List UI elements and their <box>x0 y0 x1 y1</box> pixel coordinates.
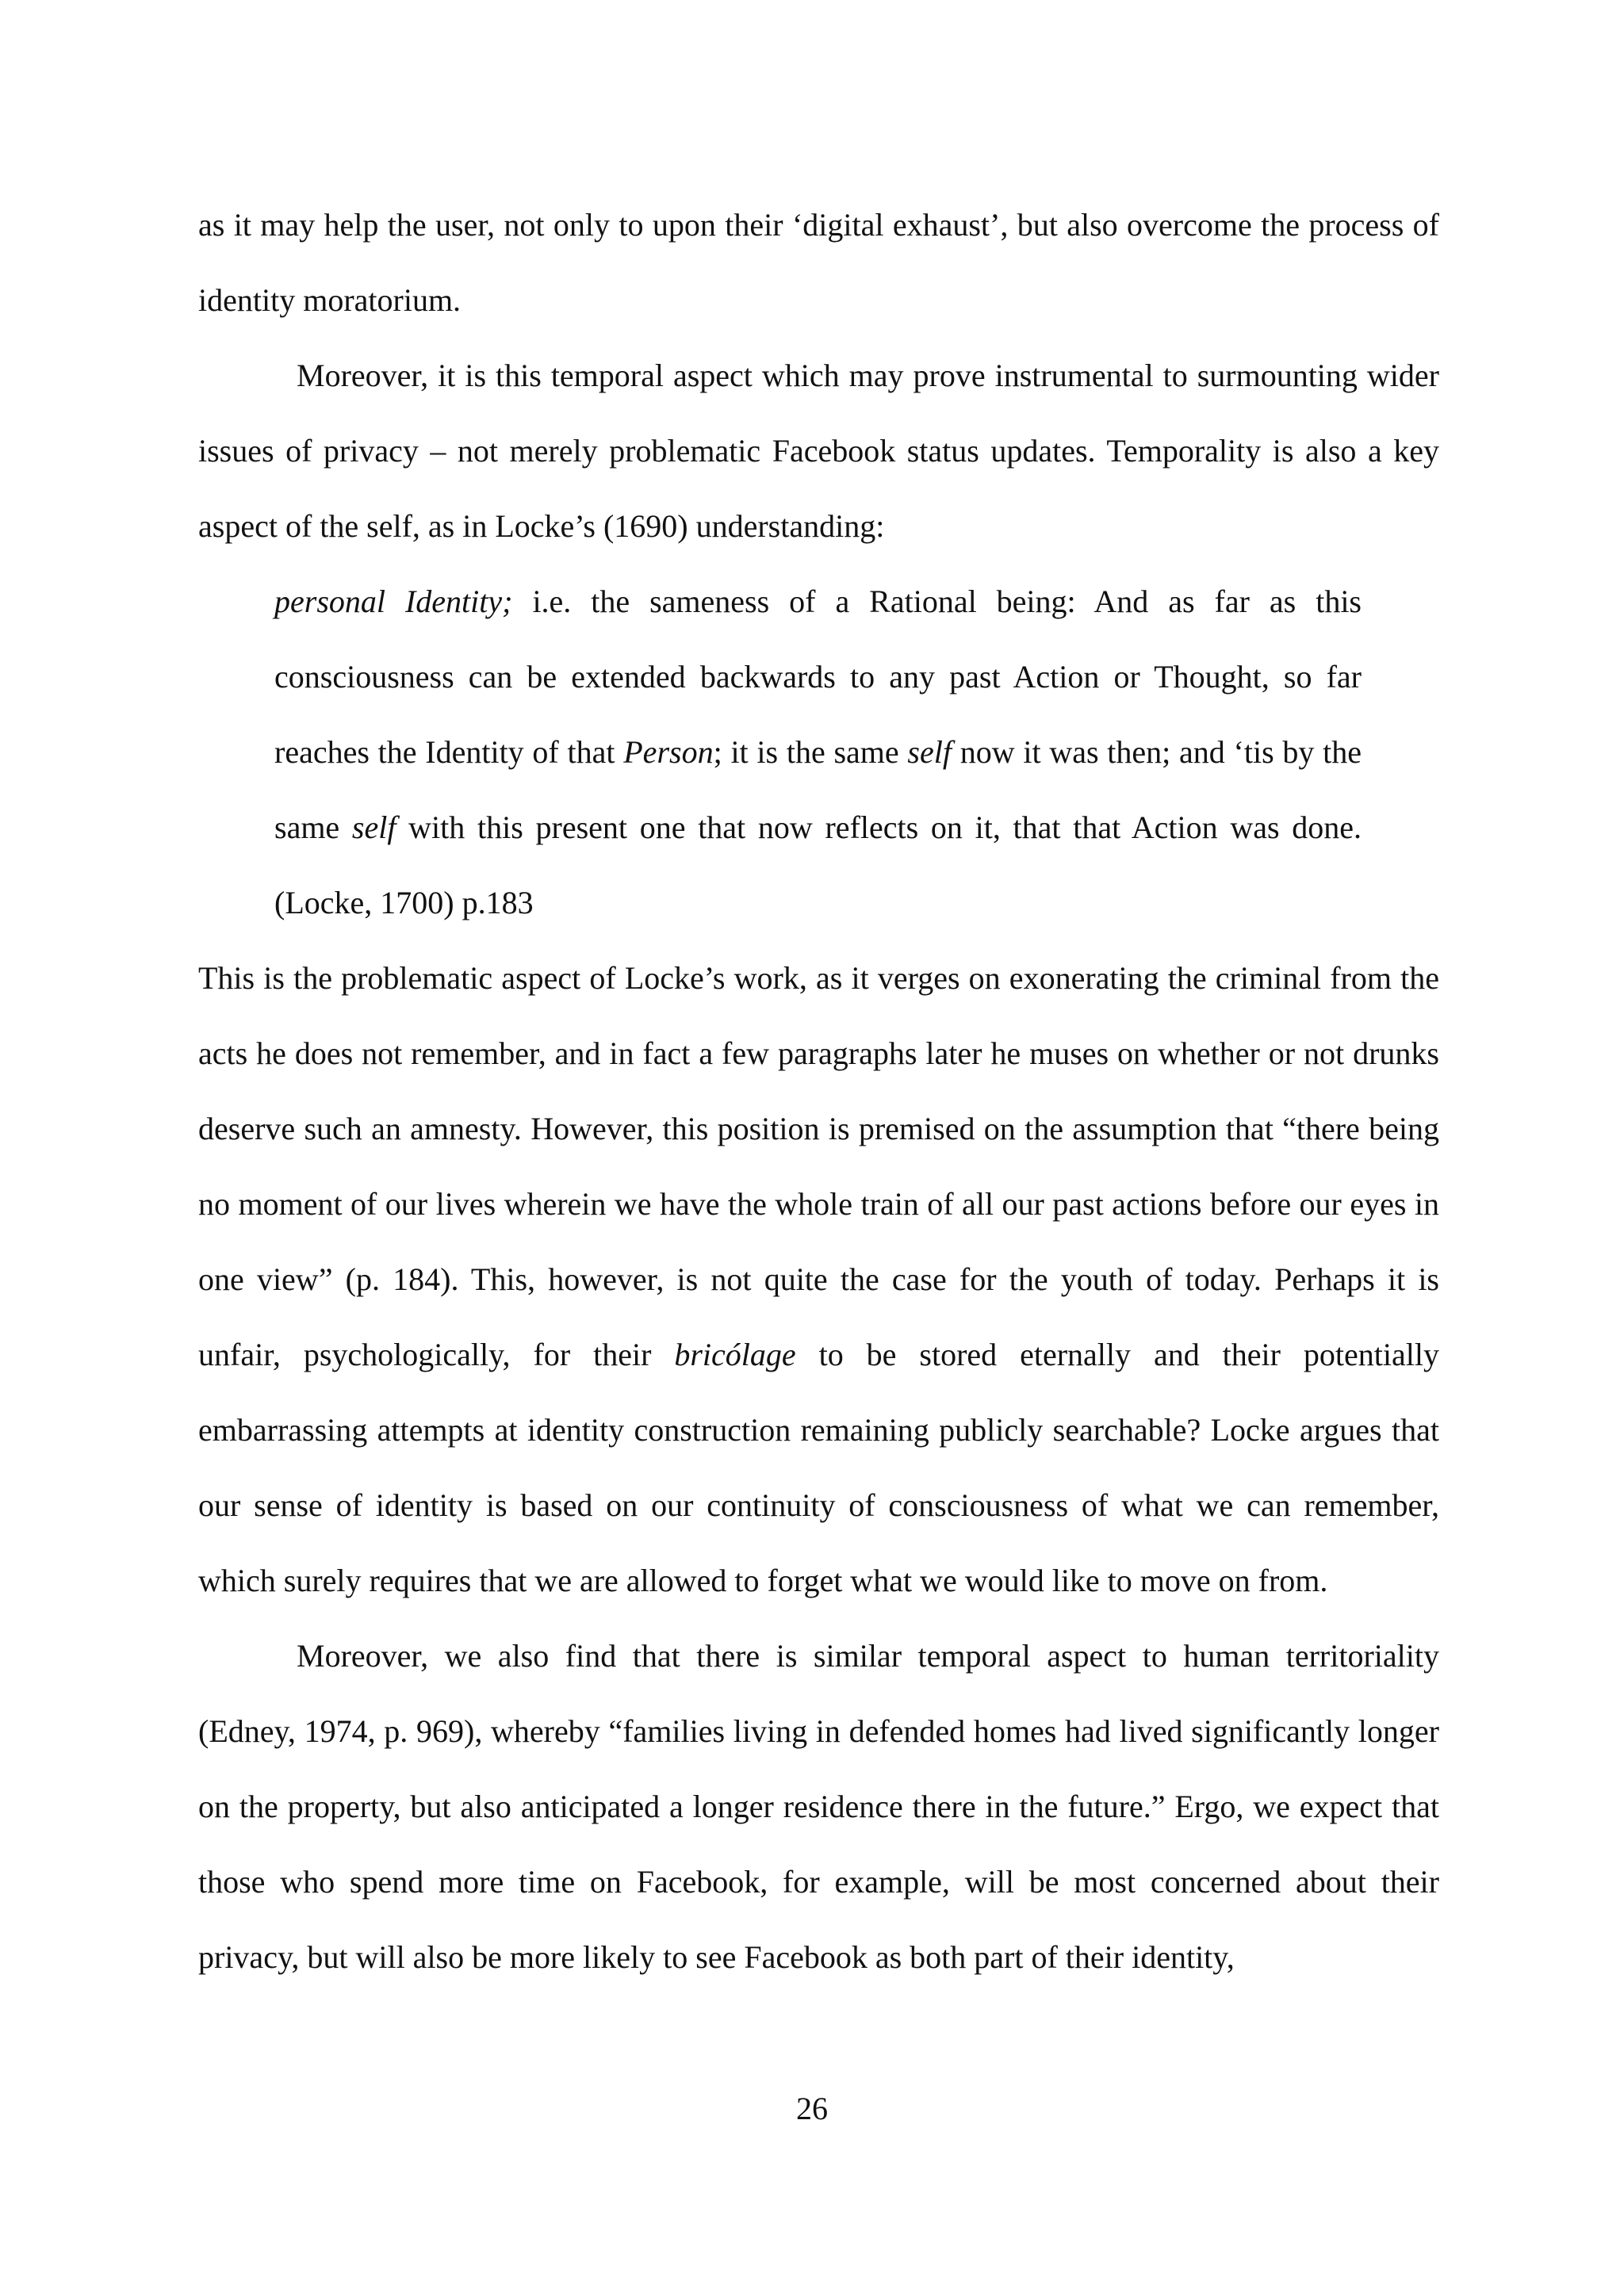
paragraph-temporal-aspect: Moreover, it is this temporal aspect which may prove instrumental to surmounting wider issues of privacy – not merely problematic Facebook status updates. Temporality is also a key aspect of the self, as in Locke’s (1690) understanding: <box>198 358 1439 544</box>
page-number: 26 <box>796 2091 828 2126</box>
paragraph-text: to be stored eternally and their potentially embarrassing attempts at identity construction remaining publicly searchable? Locke argues that our sense of identity is based on our continuity of consciousness of what we can remember, which surely requires that we are allowed to forget what we would like to move on from. <box>198 1337 1439 1598</box>
body-text <box>198 187 1439 1995</box>
quote-italic-person: Person <box>623 734 714 770</box>
paragraph-text: This is the problematic aspect of Locke’s work, as it verges on exonerating the criminal from the acts he does not remember, and in fact a few paragraphs later he muses on whether or not drunks deserve such an amnesty. However, this position is premised on the assumption that “there being no moment of our lives wherein we have the whole train of all our past actions before our eyes in one view” (p. 184). This, however, is not quite the case for the youth of today. Perhaps it is unfair, psychologically, for their <box>198 960 1439 1372</box>
quote-text: with this present one that now reflects on it, that that Action was done. (Locke, 1700) p.183 <box>274 809 1362 920</box>
paragraph-continuation: as it may help the user, not only to upon their ‘digital exhaust’, but also overcome the process of identity moratorium. <box>198 207 1439 318</box>
quote-text: ; it is the same <box>713 734 908 770</box>
quote-italic-self: self <box>907 734 952 770</box>
paragraph-locke-problem <box>198 940 1439 1618</box>
paragraph-territoriality: Moreover, we also find that there is similar temporal aspect to human territoriality (Edney, 1974, p. 969), whereby “families living in defended homes had lived significantly longer on the property, but also anticipated a longer residence there in the future.” Ergo, we expect that those who spend more time on Facebook, for example, will be most concerned about their privacy, but will also be more likely to see Facebook as both part of their identity, <box>198 1638 1439 1975</box>
block-quote-locke <box>274 564 1362 940</box>
italic-bricolage: bricólage <box>674 1337 796 1372</box>
quote-text: i.e. the sameness of a Rational being: And as far as this consciousness can be extended backwards to any past Action or Thought, so far reaches the Identity of that <box>274 584 1362 770</box>
quote-italic-personal-identity: personal Identity; <box>274 584 513 619</box>
quote-italic-self: self <box>351 809 396 845</box>
quote-text: now it was then; and ‘tis by the same <box>274 734 1362 845</box>
